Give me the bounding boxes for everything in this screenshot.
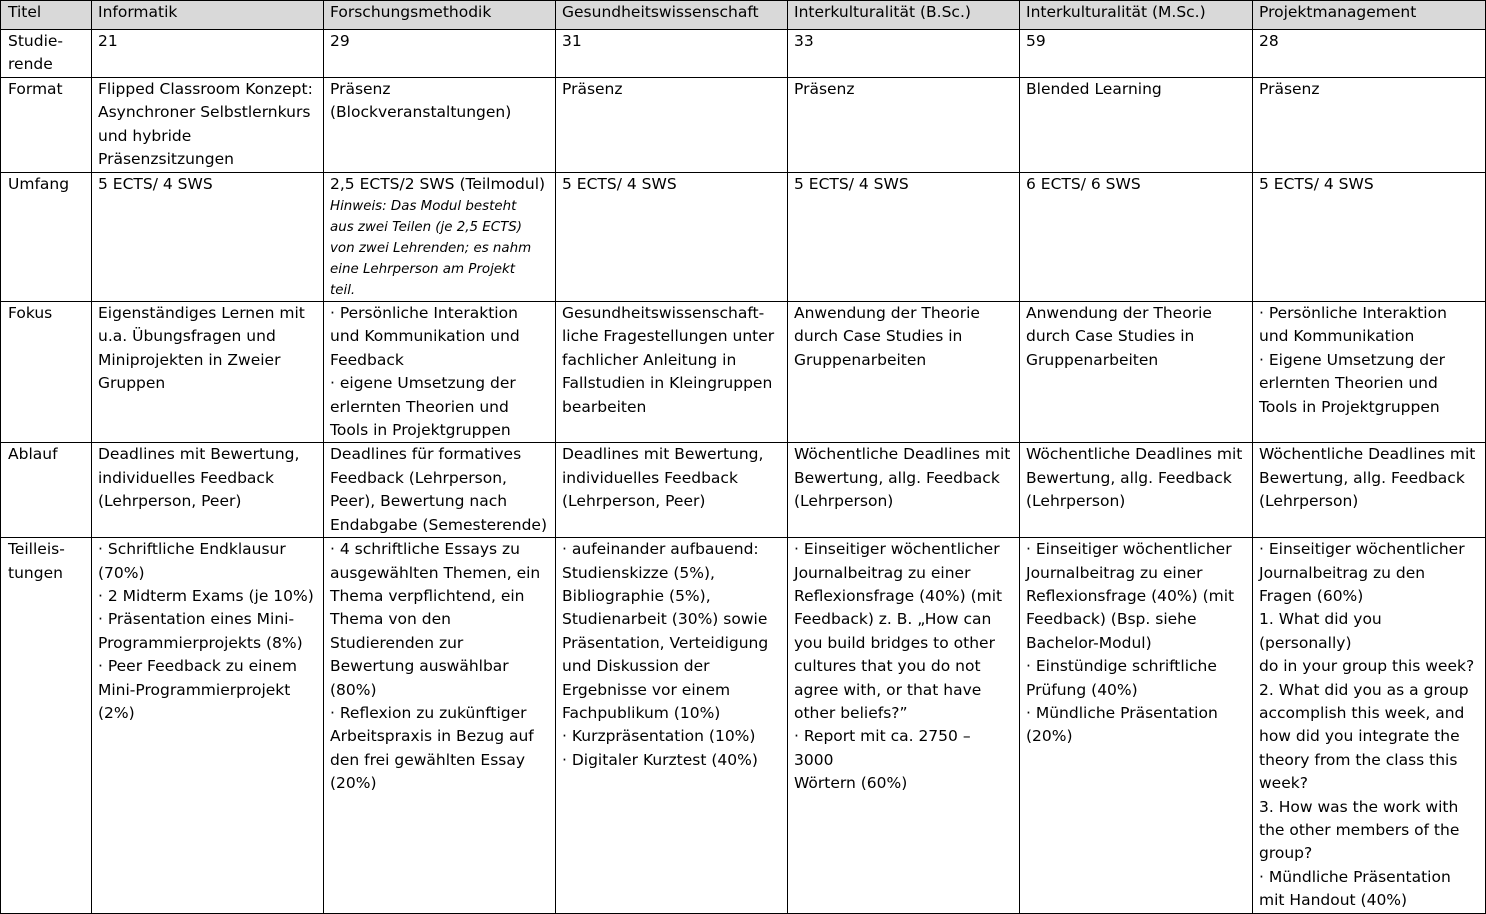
cell-format-forschungsmethodik: Präsenz (Blockveranstaltungen) [324, 78, 556, 173]
row-teilleistungen [1, 538, 1486, 914]
cell-umfang-informatik: 5 ECTS/ 4 SWS [92, 172, 324, 301]
cell-teilleistungen-interkulturalitaet-bsc: · Einseitiger wöchentlicher Journalbeitrag zu einer Reflexionsfrage (40%) (mit Feedback) z. B. „How can you build bridges to other cultures that you do not agree with, or that have other beliefs?” · Report mit ca. 2750 – 3000 Wörtern (60%) [788, 538, 1020, 914]
umfang-value: 2,5 ECTS/2 SWS (Teilmodul) [330, 174, 546, 193]
cell-studierende-gesundheitswissenschaft: 31 [556, 30, 788, 78]
cell-fokus-forschungsmethodik: · Persönliche Interaktion und Kommunikation und Feedback · eigene Umsetzung der erlernten Theorien und Tools in Projektgruppen [324, 302, 556, 443]
row-fokus [1, 302, 1486, 443]
header-row [1, 1, 1486, 30]
cell-format-projektmanagement: Präsenz [1253, 78, 1486, 173]
course-header-gesundheitswissenschaft: Gesundheitswissenschaft [556, 1, 788, 30]
row-label-fokus: Fokus [1, 302, 92, 443]
cell-studierende-informatik: 21 [92, 30, 324, 78]
cell-umfang-interkulturalitaet-bsc: 5 ECTS/ 4 SWS [788, 172, 1020, 301]
cell-umfang-forschungsmethodik [324, 172, 556, 301]
cell-umfang-projektmanagement: 5 ECTS/ 4 SWS [1253, 172, 1486, 301]
row-ablauf [1, 443, 1486, 538]
cell-ablauf-forschungsmethodik: Deadlines für formatives Feedback (Lehrperson, Peer), Bewertung nach Endabgabe (Semesterende) [324, 443, 556, 538]
cell-umfang-interkulturalitaet-msc: 6 ECTS/ 6 SWS [1020, 172, 1253, 301]
row-format [1, 78, 1486, 173]
cell-ablauf-interkulturalitaet-msc: Wöchentliche Deadlines mit Bewertung, allg. Feedback (Lehrperson) [1020, 443, 1253, 538]
row-label-format: Format [1, 78, 92, 173]
cell-teilleistungen-informatik: · Schriftliche Endklausur (70%) · 2 Midterm Exams (je 10%) · Präsentation eines Mini- Programmierprojekts (8%) · Peer Feedback zu einem Mini-Programmierprojekt (2%) [92, 538, 324, 914]
row-umfang [1, 172, 1486, 301]
cell-fokus-informatik: Eigenständiges Lernen mit u.a. Übungsfragen und Miniprojekten in Zweier Gruppen [92, 302, 324, 443]
cell-umfang-gesundheitswissenschaft: 5 ECTS/ 4 SWS [556, 172, 788, 301]
row-label-studierende: Studie- rende [1, 30, 92, 78]
cell-ablauf-gesundheitswissenschaft: Deadlines mit Bewertung, individuelles Feedback (Lehrperson, Peer) [556, 443, 788, 538]
row-studierende [1, 30, 1486, 78]
course-header-forschungsmethodik: Forschungsmethodik [324, 1, 556, 30]
cell-ablauf-interkulturalitaet-bsc: Wöchentliche Deadlines mit Bewertung, allg. Feedback (Lehrperson) [788, 443, 1020, 538]
course-header-projektmanagement: Projektmanagement [1253, 1, 1486, 30]
cell-teilleistungen-interkulturalitaet-msc: · Einseitiger wöchentlicher Journalbeitrag zu einer Reflexionsfrage (40%) (mit Feedback) (Bsp. siehe Bachelor-Modul) · Einstündige schriftliche Prüfung (40%) · Mündliche Präsentation (20%) [1020, 538, 1253, 914]
cell-format-interkulturalitaet-bsc: Präsenz [788, 78, 1020, 173]
cell-ablauf-projektmanagement: Wöchentliche Deadlines mit Bewertung, allg. Feedback (Lehrperson) [1253, 443, 1486, 538]
course-header-interkulturalitaet-msc: Interkulturalität (M.Sc.) [1020, 1, 1253, 30]
cell-studierende-interkulturalitaet-bsc: 33 [788, 30, 1020, 78]
row-label-teilleistungen: Teilleis- tungen [1, 538, 92, 914]
cell-ablauf-informatik: Deadlines mit Bewertung, individuelles Feedback (Lehrperson, Peer) [92, 443, 324, 538]
cell-fokus-interkulturalitaet-bsc: Anwendung der Theorie durch Case Studies in Gruppenarbeiten [788, 302, 1020, 443]
course-header-informatik: Informatik [92, 1, 324, 30]
cell-teilleistungen-gesundheitswissenschaft: · aufeinander aufbauend: Studienskizze (5%), Bibliographie (5%), Studienarbeit (30%) sowie Präsentation, Verteidigung und Diskussion der Ergebnisse vor einem Fachpublikum (10%) · Kurzpräsentation (10%) · Digitaler Kurztest (40%) [556, 538, 788, 914]
course-header-interkulturalitaet-bsc: Interkulturalität (B.Sc.) [788, 1, 1020, 30]
cell-format-interkulturalitaet-msc: Blended Learning [1020, 78, 1253, 173]
cell-fokus-gesundheitswissenschaft: Gesundheitswissenschaft- liche Fragestellungen unter fachlicher Anleitung in Fallstudien in Kleingruppen bearbeiten [556, 302, 788, 443]
cell-teilleistungen-projektmanagement: · Einseitiger wöchentlicher Journalbeitrag zu den Fragen (60%) 1. What did you (personally) do in your group this week? 2. What did you as a group accomplish this week, and how did you integrate the theory from the class this week? 3. How was the work with the other members of the group? · Mündliche Präsentation mit Handout (40%) [1253, 538, 1486, 914]
cell-fokus-projektmanagement: · Persönliche Interaktion und Kommunikation · Eigene Umsetzung der erlernten Theorien und Tools in Projektgruppen [1253, 302, 1486, 443]
cell-studierende-forschungsmethodik: 29 [324, 30, 556, 78]
row-label-ablauf: Ablauf [1, 443, 92, 538]
cell-format-informatik: Flipped Classroom Konzept: Asynchroner Selbstlernkurs und hybride Präsenzsitzungen [92, 78, 324, 173]
cell-format-gesundheitswissenschaft: Präsenz [556, 78, 788, 173]
cell-studierende-projektmanagement: 28 [1253, 30, 1486, 78]
row-label-titel: Titel [1, 1, 92, 30]
cell-fokus-interkulturalitaet-msc: Anwendung der Theorie durch Case Studies in Gruppenarbeiten [1020, 302, 1253, 443]
cell-teilleistungen-forschungsmethodik: · 4 schriftliche Essays zu ausgewählten Themen, ein Thema verpflichtend, ein Thema von den Studierenden zur Bewertung auswählbar (80%) · Reflexion zu zukünftiger Arbeitspraxis in Bezug auf den frei gewählten Essay (20%) [324, 538, 556, 914]
umfang-hint-note: Hinweis: Das Modul besteht aus zwei Teilen (je 2,5 ECTS) von zwei Lehrenden; es nahm eine Lehrperson am Projekt teil. [330, 199, 532, 299]
row-label-umfang: Umfang [1, 172, 92, 301]
cell-studierende-interkulturalitaet-msc: 59 [1020, 30, 1253, 78]
